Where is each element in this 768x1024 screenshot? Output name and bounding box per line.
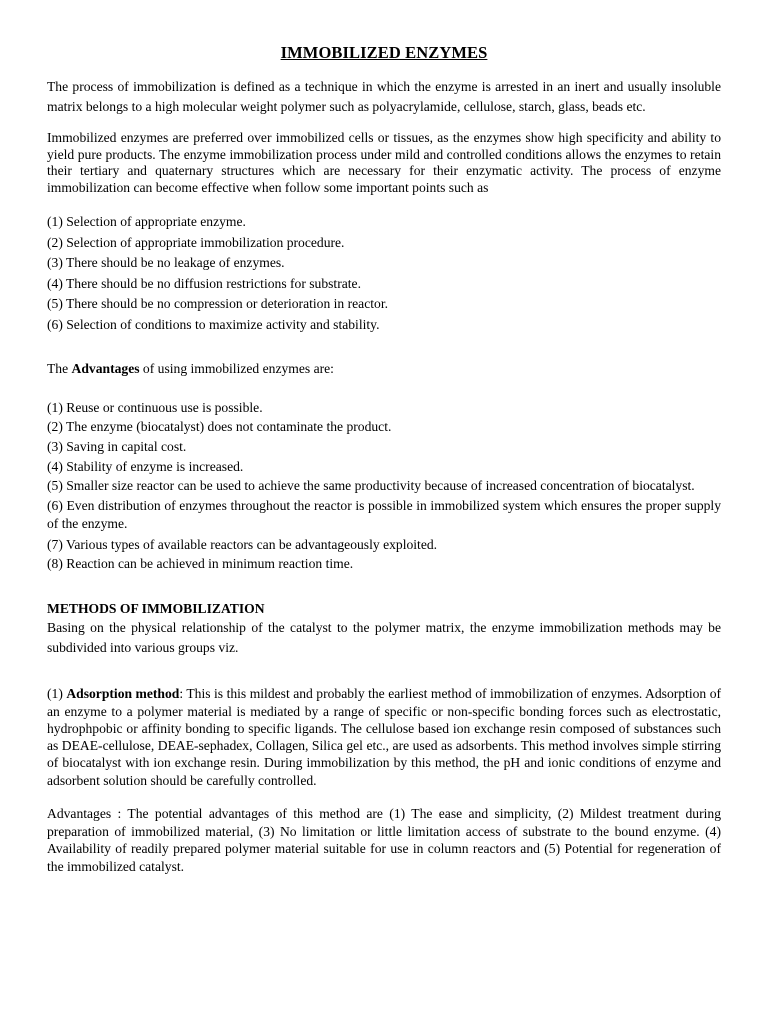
list-item: (6) Even distribution of enzymes throughout the reactor is possible in immobilized system which ensures the proper supply of the enzyme. xyxy=(47,497,721,531)
list-item: (5) There should be no compression or deterioration in reactor. xyxy=(47,296,388,311)
list-item: (3) Saving in capital cost. xyxy=(47,439,187,455)
adsorption-method-label: Adsorption method xyxy=(66,686,180,702)
list-item: (2) The enzyme (biocatalyst) does not contaminate the product. xyxy=(47,419,392,435)
page-title: IMMOBILIZED ENZYMES xyxy=(280,43,488,62)
list-item: (4) There should be no diffusion restrictions for substrate. xyxy=(47,275,361,291)
methods-paragraph: Basing on the physical relationship of the catalyst to the polymer matrix, the enzyme immobilization methods may be subdivided into various groups viz. xyxy=(47,620,721,655)
advantages-bold-label: Advantages xyxy=(71,361,140,376)
adsorption-advantages-paragraph: Advantages : The potential advantages of this method are (1) The ease and simplicity, (2) Mildest treatment during preparation of immobilized material, (3) No limitation or little limitation access of substrate to the bound enzyme. (4) Availability of readily prepared polymer material suitable for use in column reactors and (5) Potential for regeneration of the immobilized catalyst. xyxy=(47,806,721,874)
list-item: (1) Selection of appropriate enzyme. xyxy=(47,214,246,229)
important-points-list xyxy=(47,212,721,335)
advantages-list xyxy=(47,398,721,575)
adsorption-paragraph: (1) Adsorption method: This is this mildest and probably the earliest method of immobilization of enzymes. Adsorption of an enzyme to a polymer material is mediated by a range of specific or non-specific bonding forces such as electrostatic, hydrophpobic or affinity bonding to specific ligands. The cellulose based ion exchange resin composed of substances such as DEAE-cellulose, DEAE-sephadex, Collagen, Silica gel etc., are used as adsorbents. This method involves simple stirring of biocatalyst with ion exchange resin. During immobilization by this method, the pH and ionic conditions of enzyme and adsorbent solution should be carefully controlled. xyxy=(47,686,722,788)
methods-heading: METHODS OF IMMOBILIZATION xyxy=(47,601,265,617)
list-item: (1) Reuse or continuous use is possible. xyxy=(47,399,263,415)
list-item: (4) Stability of enzyme is increased. xyxy=(47,458,244,474)
advantages-intro: The Advantages of using immobilized enzymes are: xyxy=(47,361,334,376)
list-item: (6) Selection of conditions to maximize activity and stability. xyxy=(47,316,380,332)
list-item: (7) Various types of available reactors can be advantageously exploited. xyxy=(47,536,438,552)
list-item: (2) Selection of appropriate immobilization procedure. xyxy=(47,234,345,250)
intro-paragraph-1: The process of immobilization is defined as a technique in which the enzyme is arrested in an inert and usually insoluble matrix belongs to a high molecular weight polymer such as polyacrylamide, cellulose, starch, glass, beads etc. xyxy=(47,79,721,114)
list-item: (3) There should be no leakage of enzymes. xyxy=(47,255,285,270)
list-item: (5) Smaller size reactor can be used to achieve the same productivity because of increased concentration of biocatalyst. xyxy=(47,477,695,493)
intro-paragraph-2: Immobilized enzymes are preferred over immobilized cells or tissues, as the enzymes show high specificity and ability to yield pure products. The enzyme immobilization process under mild and controlled conditions allows the enzymes to retain their tertiary and quaternary structures which are necessary for their enzymatic activity. The process of enzyme immobilization can become effective when follow some important points such as xyxy=(47,130,721,195)
list-item: (8) Reaction can be achieved in minimum reaction time. xyxy=(47,556,354,572)
